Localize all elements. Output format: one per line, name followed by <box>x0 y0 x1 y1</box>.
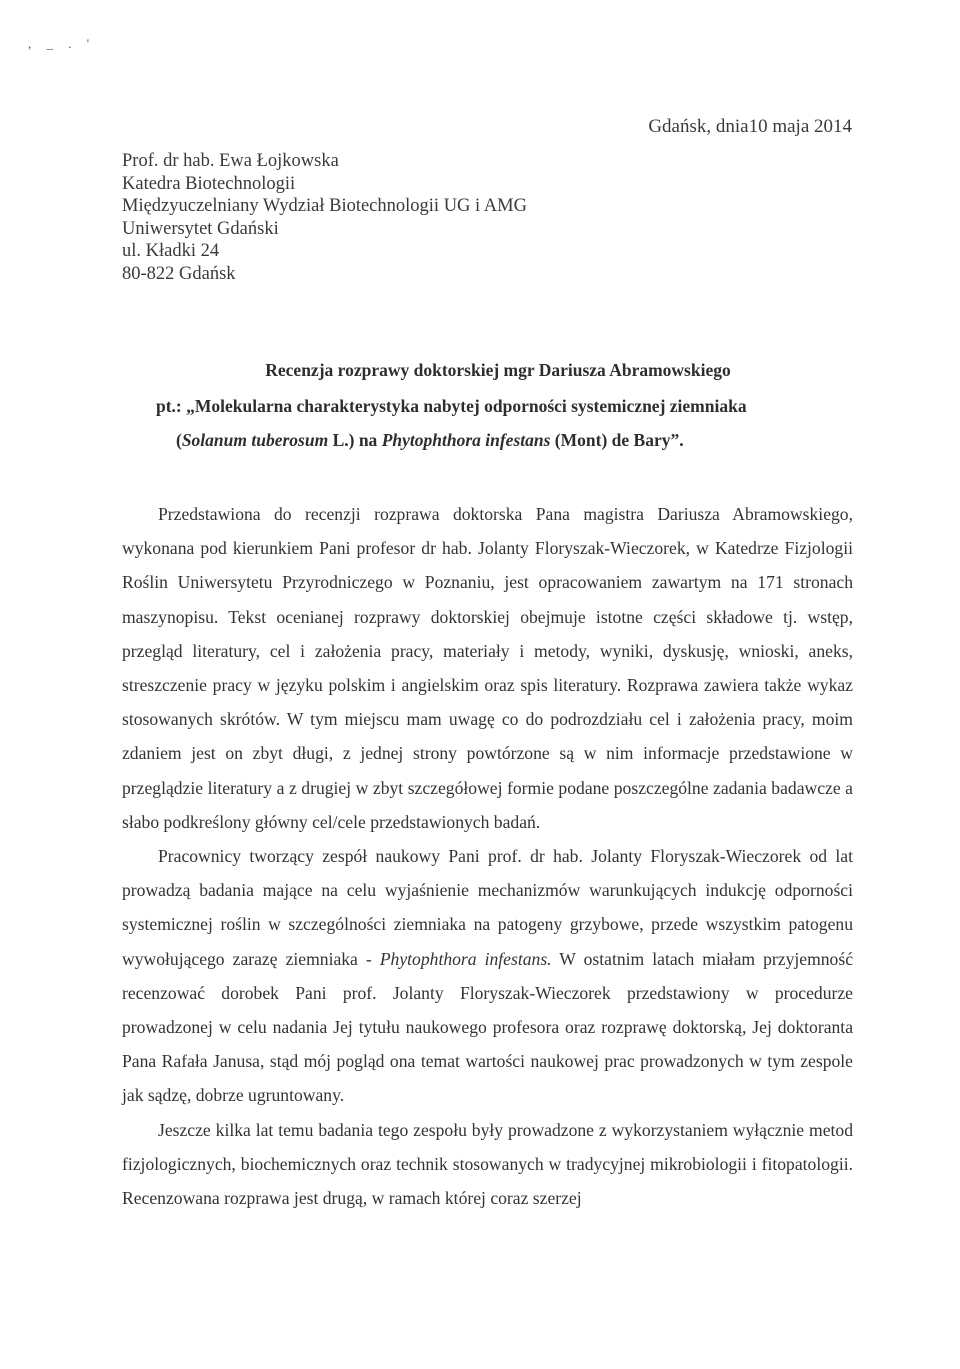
title-line: Recenzja rozprawy doktorskiej mgr Dariusza Abramowskiego <box>265 360 731 380</box>
pathogen-name: Phytophthora infestans <box>381 430 551 450</box>
title-line: pt.: „Molekularna charakterystyka nabytej odporności systemicznej ziemniaka <box>156 396 747 416</box>
sender-line: 80-822 Gdańsk <box>122 263 236 284</box>
pathogen-name: Phytophthora infestans. <box>379 948 552 969</box>
title-fragment: (Mont) de Bary”. <box>550 430 684 450</box>
title-line <box>122 428 838 452</box>
paragraph: Jeszcze kilka lat temu badania tego zespołu były prowadzone z wykorzystaniem wyłącznie metod fizjologicznych, biochemicznych oraz technik stosowanych w tradycyjnej mikrobiologii i fitopatologii. Recenzowana rozprawa jest drugą, w ramach której coraz szerzej <box>122 1119 853 1209</box>
paragraph <box>122 839 853 1113</box>
sender-line: ul. Kładki 24 <box>122 241 220 262</box>
sender-line: Uniwersytet Gdański <box>122 218 279 239</box>
review-body <box>122 497 853 1215</box>
title-fragment: ( <box>176 430 182 450</box>
sender-line: Katedra Biotechnologii <box>122 173 296 194</box>
review-title <box>122 358 838 452</box>
letter-date: Gdańsk, dnia10 maja 2014 <box>648 116 852 137</box>
paragraph-text: W ostatnim latach miałam przyjemność recenzować dorobek Pani prof. Jolanty Floryszak-Wieczorek przedstawiony w procedurze prowadzonej w celu nadania Jej tytułu naukowego profesora oraz rozprawę doktorską, Jej doktoranta Pana Rafała Janusa, stąd mój pogląd ona temat wartości naukowej prac prowadzonych w tym zespole jak sądzę, dobrze ugruntowany. <box>122 948 853 1106</box>
paragraph: Przedstawiona do recenzji rozprawa doktorska Pana magistra Dariusza Abramowskiego, wykonana pod kierunkiem Pani profesor dr hab. Jolanty Floryszak-Wieczorek, w Katedrze Fizjologii Roślin Uniwersytetu Przyrodniczego w Poznaniu, jest opracowaniem zawartym na 171 stronach maszynopisu. Tekst ocenianej rozprawy doktorskiej obejmuje istotne części składowe tj. wstęp, przegląd literatury, cel i założenia pracy, materiały i metody, wyniki, dyskusję, wnioski, aneks, streszczenie pracy w języku polskim i angielskim oraz spis literatury. Rozprawa zawiera także wykaz stosowanych skrótów. W tym miejscu mam uwagę co do podrozdziału cel i założenia pracy, moim zdaniem jest on zbyt długi, z jednej strony powtórzone są w nim informacje przedstawione w przeglądzie literatury a z drugiej w zbyt szczegółowej formie podane poszczególne zadania badawcze a słabo podkreślony główny cel/cele przedstawionych badań. <box>122 504 853 832</box>
sender-line: Międzyuczelniany Wydział Biotechnologii UG i AMG <box>122 196 527 217</box>
scan-artifact: , _ . ' <box>28 36 96 51</box>
title-fragment: L.) na <box>328 430 382 450</box>
species-name: Solanum tuberosum <box>181 430 329 450</box>
sender-address <box>122 150 527 286</box>
paragraph-text: Pracownicy tworzący zespół naukowy Pani prof. dr hab. Jolanty Floryszak-Wieczorek od lat prowadzą badania mające na celu wyjaśnienie mechanizmów warunkujących indukcję odporności systemicznej roślin w szczególności ziemniaka na patogeny grzybowe, przede wszystkim patogenu wywołującego zarazę ziemniaka - <box>122 846 853 969</box>
sender-line: Prof. dr hab. Ewa Łojkowska <box>122 151 339 171</box>
